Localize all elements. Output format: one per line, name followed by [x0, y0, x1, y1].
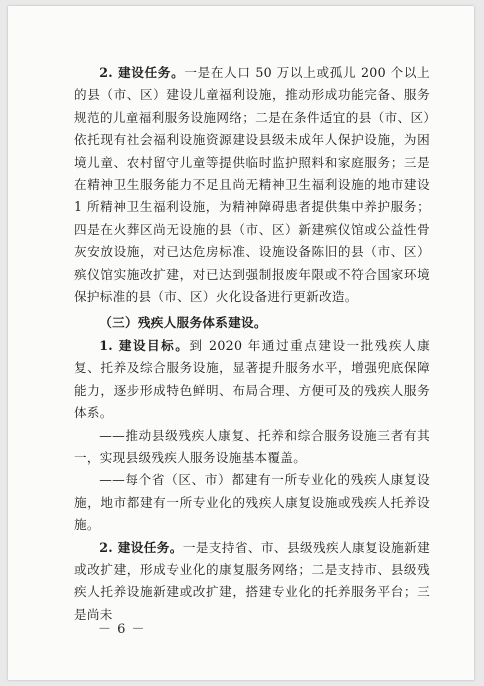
paragraph-text: 一是支持省、市、县级残疾人康复设施新建或改扩建，形成专业化的康复服务网络；二是支持市、县级残疾人托养设施新建或改扩建，搭建专业化的托养服务平台；三是尚未: [74, 539, 431, 622]
paragraph-province-level-goal: ——每个省（区、市）都建有一所专业化的残疾人康复设施，地市都建有一所专业化的残疾人康复设施或残疾人托养设施。: [74, 472, 430, 533]
paragraph-lead: 1. 建设目标。: [99, 337, 190, 353]
document-body: [74, 62, 430, 626]
paragraph-construction-goals: [74, 335, 430, 425]
document-page: [8, 6, 474, 680]
paragraph-lead: 2. 建设任务。: [99, 65, 185, 80]
paragraph-lead: 2. 建设任务。: [99, 539, 183, 555]
page-number: － 6 －: [98, 622, 146, 637]
paragraph-text: 一是在人口 50 万以上或孤儿 200 个以上的县（市、区）建设儿童福利设施，推动形成功能完备、服务规范的儿童福利服务设施网络；二是在条件适宜的县（市、区）依托现有社会福利设施资源建设县级未成年人保护设施，为困境儿童、农村留守儿童等提供临时监护照料和家庭服务；三是在精神卫生服务能力不足且尚无精神卫生福利设施的地市建设 1 所精神卫生福利设施，为精神障碍患者提供集中养护服务；四是在火葬区尚无设施的县（市、区）新建殡仪馆或公益性骨灰安放设施，对已达危房标准、设施设备陈旧的县（市、区）殡仪馆实施改扩建，对已达到强制报废年限或不符合国家环境保护标准的县（市、区）火化设备进行更新改造。: [74, 65, 430, 305]
paragraph-construction-tasks-disability: [74, 537, 430, 627]
paragraph-text: 到 2020 年通过重点建设一批残疾人康复、托养及综合服务设施，显著提升服务水平，增强兜底保障能力，逐步形成特色鲜明、布局合理、方便可及的残疾人服务体系。: [74, 337, 430, 421]
paragraph-county-level-goal: ——推动县级残疾人康复、托养和综合服务设施三者有其一，实现县级残疾人服务设施基本覆盖。: [74, 427, 430, 465]
section-heading-disability-services: （三）残疾人服务体系建设。: [99, 315, 267, 331]
paragraph-construction-tasks-welfare: [74, 62, 430, 308]
